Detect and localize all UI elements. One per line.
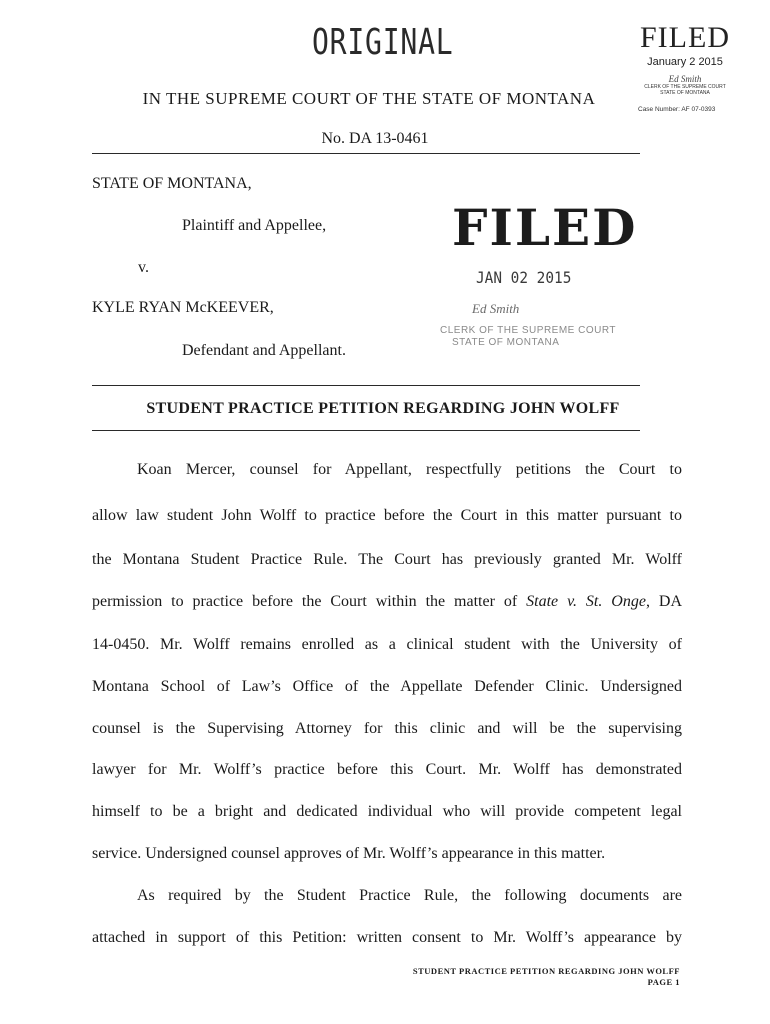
body-line: permission to practice before the Court within the matter of State v. St. Onge, DA [92, 593, 683, 610]
efile-clerk-line1: CLERK OF THE SUPREME COURT [644, 84, 726, 90]
filed-stamp-state: STATE OF MONTANA [452, 337, 560, 348]
petition-title: STUDENT PRACTICE PETITION REGARDING JOHN WOLFF [146, 400, 620, 417]
body-line: lawyer for Mr. Wolff’s practice before this Court. Mr. Wolff has demonstrated [92, 761, 682, 778]
body-line: allow law student John Wolff to practice before the Court in this matter pursuant to [92, 507, 682, 524]
footer-page-number: PAGE 1 [647, 977, 680, 987]
filed-stamp-date: JAN 02 2015 [476, 268, 572, 287]
body-line: 14-0450. Mr. Wolff remains enrolled as a clinical student with the University of [92, 636, 682, 653]
body-line: counsel is the Supervising Attorney for this clinic and will be the supervising [92, 720, 682, 737]
efile-title: FILED [640, 21, 730, 54]
body-line: Koan Mercer, counsel for Appellant, respectfully petitions the Court to [137, 461, 682, 478]
defendant-name: KYLE RYAN McKEEVER, [92, 299, 274, 316]
efile-date: January 2 2015 [647, 56, 723, 68]
efile-clerk-line2: STATE OF MONTANA [660, 90, 710, 96]
efile-signature: Ed Smith [668, 74, 702, 84]
original-stamp: ORIGINAL [312, 22, 454, 63]
filed-stamp-clerk: CLERK OF THE SUPREME COURT [440, 325, 616, 336]
filed-stamp-title: FILED [452, 198, 638, 257]
case-citation: State v. St. Onge [526, 593, 646, 610]
docket-number: No. DA 13-0461 [321, 130, 429, 147]
versus: v. [138, 259, 149, 276]
plaintiff-name: STATE OF MONTANA, [92, 175, 252, 192]
body-line: Montana School of Law’s Office of the Appellate Defender Clinic. Undersigned [92, 678, 682, 695]
plaintiff-role: Plaintiff and Appellee, [182, 217, 327, 234]
footer-title: STUDENT PRACTICE PETITION REGARDING JOHN WOLFF [412, 966, 680, 976]
caption-rule-middle [92, 385, 640, 386]
body-line: himself to be a bright and dedicated individual who will provide competent legal [92, 803, 682, 820]
body-line: service. Undersigned counsel approves of Mr. Wolff’s appearance in this matter. [92, 845, 606, 862]
efile-case-number: Case Number: AF 07-0393 [638, 106, 716, 113]
body-line: the Montana Student Practice Rule. The Court has previously granted Mr. Wolff [92, 551, 682, 568]
title-rule-bottom [92, 430, 640, 431]
defendant-role: Defendant and Appellant. [182, 342, 346, 359]
page-footer [413, 966, 680, 988]
caption-rule-top [92, 153, 640, 154]
filed-stamp-signature: Ed Smith [472, 301, 520, 316]
body-line: As required by the Student Practice Rule, the following documents are [137, 887, 682, 904]
court-name: IN THE SUPREME COURT OF THE STATE OF MONTANA [142, 89, 596, 108]
body-line: attached in support of this Petition: written consent to Mr. Wolff’s appearance by [92, 929, 682, 946]
